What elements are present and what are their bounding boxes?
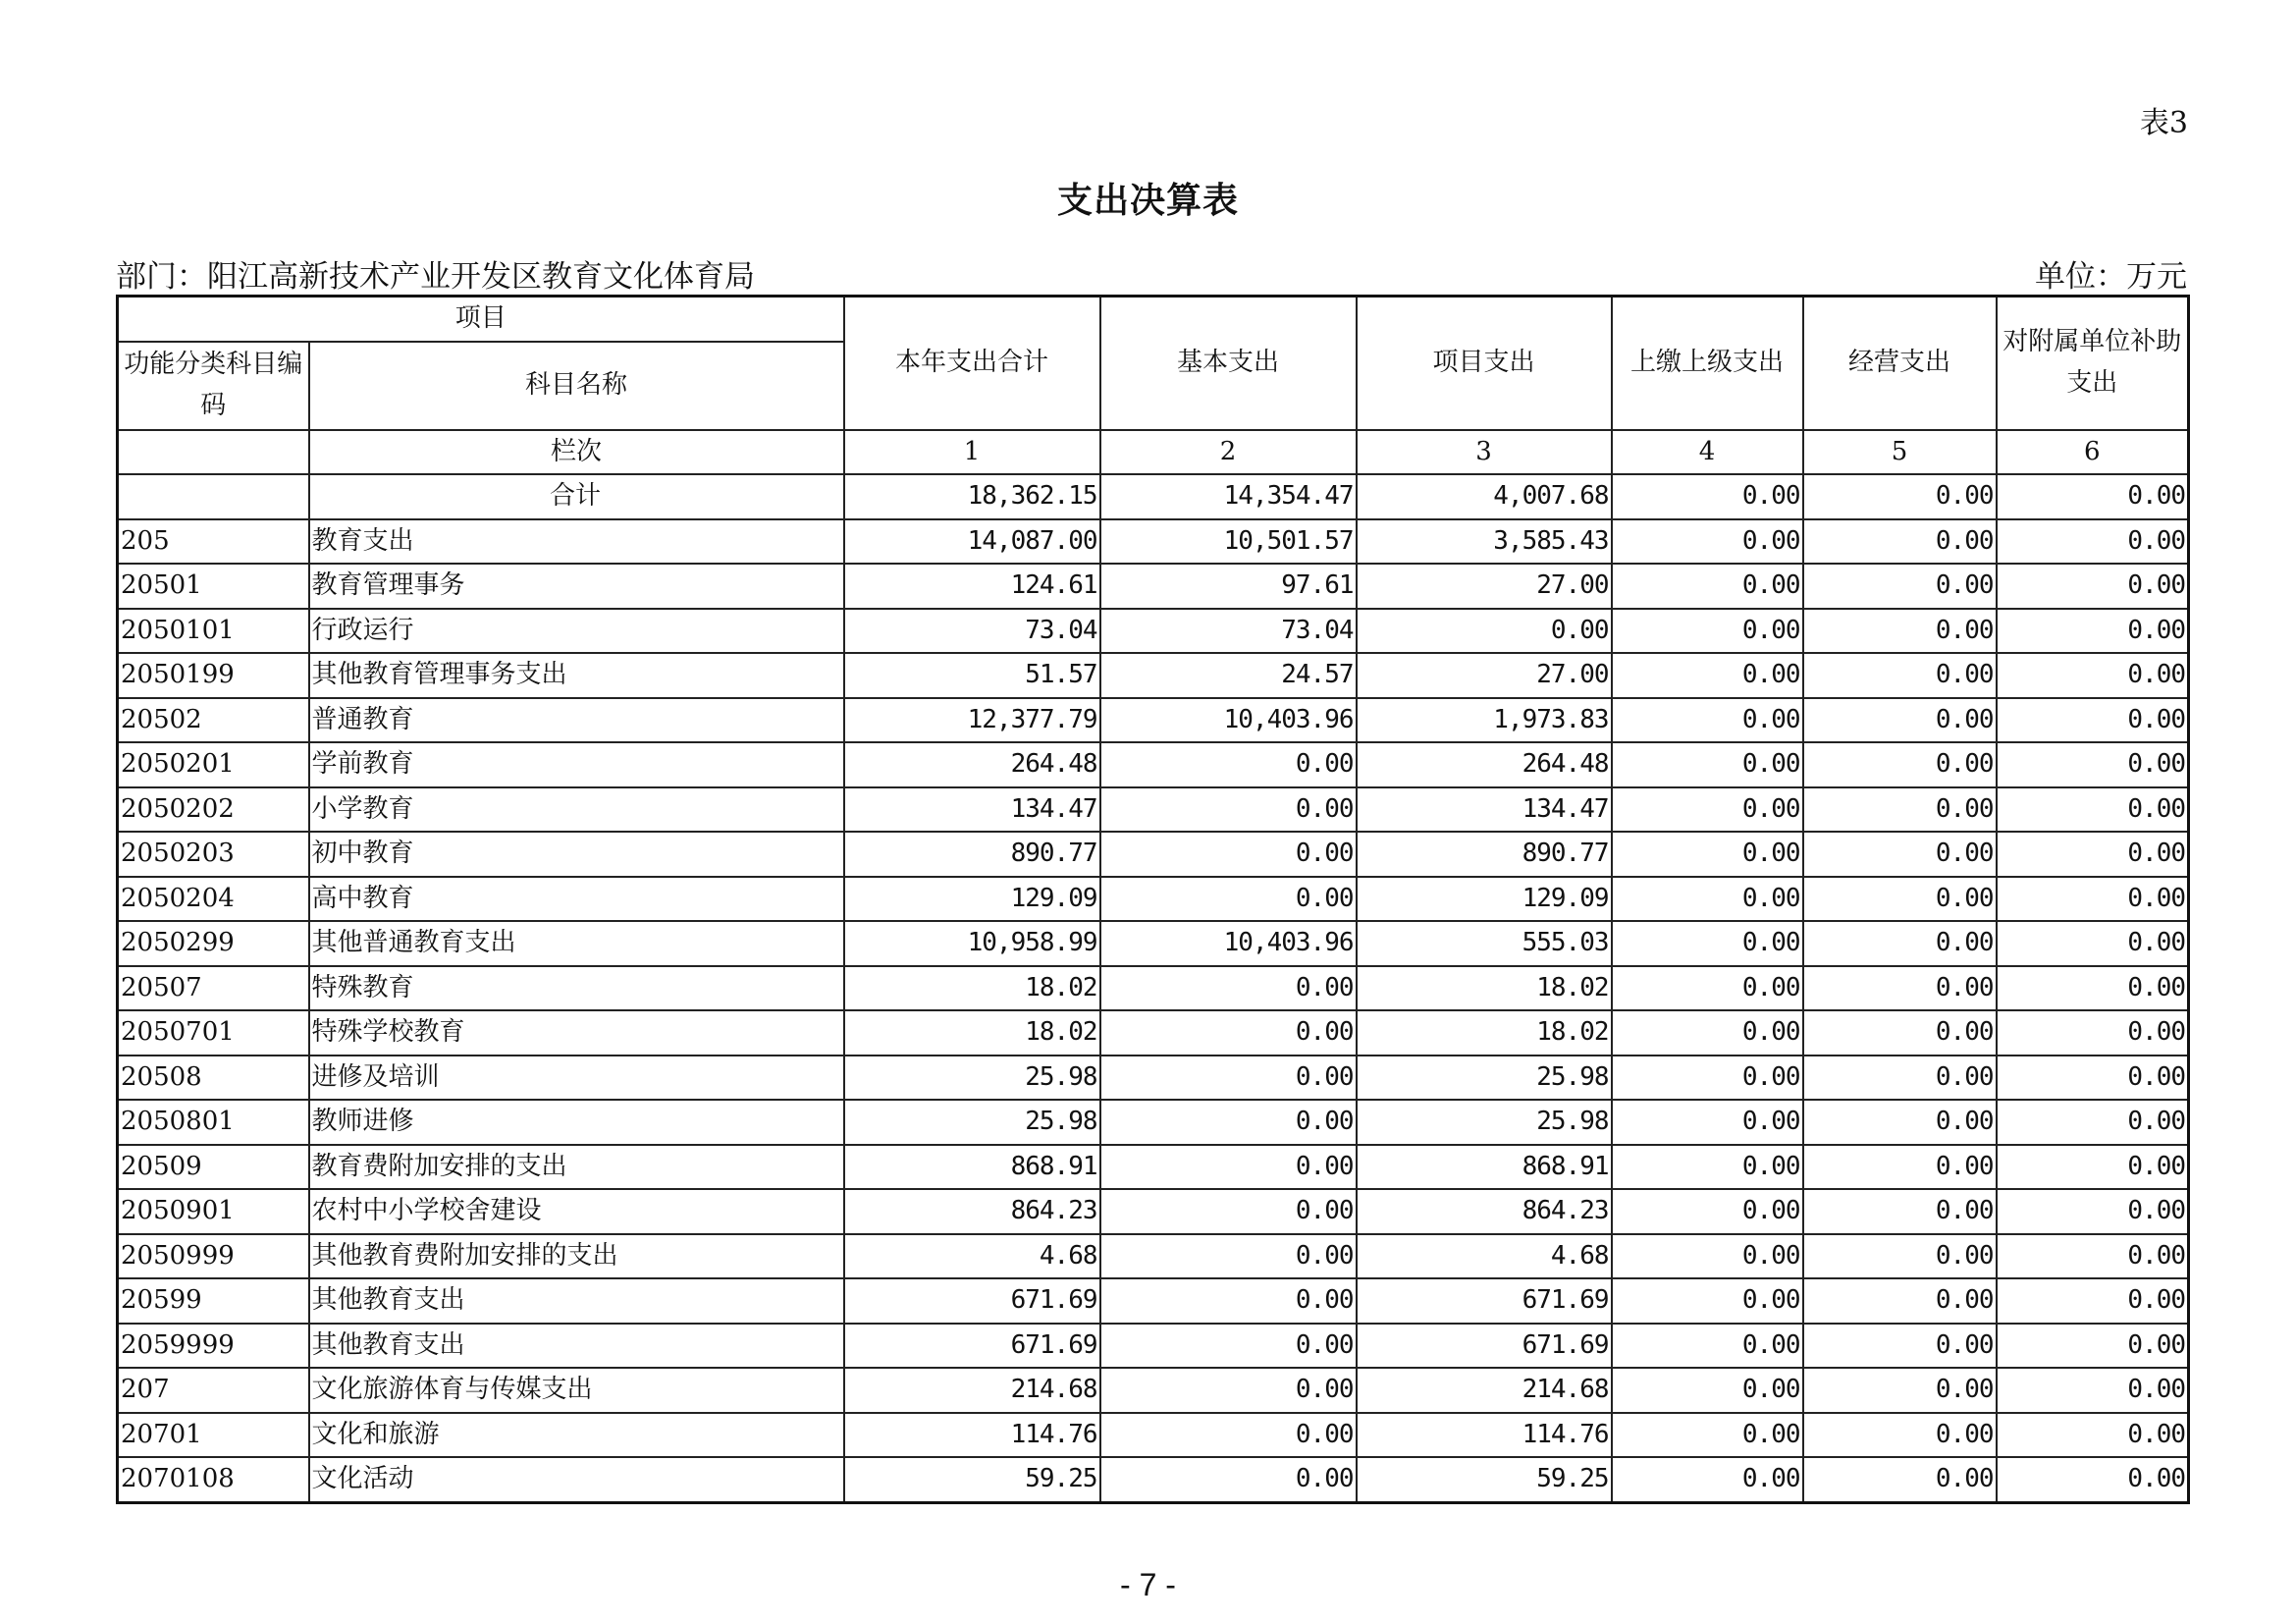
- header-col-basic: 基本支出: [1100, 297, 1357, 431]
- basic-amount: 0.00: [1100, 1324, 1357, 1369]
- subsidy-amount: 0.00: [1997, 519, 2189, 565]
- table-row: [118, 1010, 2189, 1056]
- subject-name: 特殊教育: [309, 966, 844, 1011]
- remit-upper-amount: 0.00: [1612, 609, 1803, 654]
- header-col-total: 本年支出合计: [844, 297, 1100, 431]
- subject-code: 2050801: [118, 1100, 309, 1145]
- operating-amount: 0.00: [1803, 832, 1997, 877]
- project-amount: 868.91: [1357, 1145, 1612, 1190]
- expenditure-table: [116, 295, 2190, 1504]
- subject-code: 2050201: [118, 742, 309, 787]
- table-row: [118, 877, 2189, 922]
- subject-code: 20701: [118, 1413, 309, 1458]
- project-amount: 864.23: [1357, 1189, 1612, 1234]
- page-title: 支出决算表: [1056, 180, 1239, 221]
- remit-upper-amount: 0.00: [1612, 1056, 1803, 1101]
- operating-amount: 0.00: [1803, 1145, 1997, 1190]
- page-number: - 7 -: [1120, 1567, 1176, 1602]
- subsidy-amount: 0.00: [1997, 653, 2189, 698]
- operating-amount: 0.00: [1803, 921, 1997, 966]
- remit-upper-amount: 0.00: [1612, 787, 1803, 833]
- subject-code: 20501: [118, 564, 309, 609]
- remit-upper-amount: 0.00: [1612, 921, 1803, 966]
- remit-upper-amount: 0.00: [1612, 519, 1803, 565]
- subject-code: 2050999: [118, 1234, 309, 1279]
- subsidy-amount: 0.00: [1997, 1234, 2189, 1279]
- basic-amount: 0.00: [1100, 1234, 1357, 1279]
- subject-code: 2059999: [118, 1324, 309, 1369]
- subject-name: 教育管理事务: [309, 564, 844, 609]
- remit-upper-amount: 0.00: [1612, 966, 1803, 1011]
- basic-amount: 10,403.96: [1100, 921, 1357, 966]
- remit-upper-amount: 0.00: [1612, 832, 1803, 877]
- total-row: [118, 474, 2189, 519]
- total-amount: 4.68: [844, 1234, 1100, 1279]
- project-amount: 27.00: [1357, 653, 1612, 698]
- subsidy-amount: 0.00: [1997, 1056, 2189, 1101]
- subject-code: 20508: [118, 1056, 309, 1101]
- project-amount: 671.69: [1357, 1324, 1612, 1369]
- operating-amount: 0.00: [1803, 609, 1997, 654]
- operating-amount: 0.00: [1803, 787, 1997, 833]
- basic-amount: 0.00: [1100, 787, 1357, 833]
- operating-amount: 0.00: [1803, 474, 1997, 519]
- remit-upper-amount: 0.00: [1612, 1145, 1803, 1190]
- subject-code: 2050202: [118, 787, 309, 833]
- table-row: [118, 1189, 2189, 1234]
- total-amount: 25.98: [844, 1056, 1100, 1101]
- subject-name: 小学教育: [309, 787, 844, 833]
- project-amount: 134.47: [1357, 787, 1612, 833]
- subject-name: 普通教育: [309, 698, 844, 743]
- remit-upper-amount: 0.00: [1612, 1100, 1803, 1145]
- operating-amount: 0.00: [1803, 519, 1997, 565]
- subject-name: 其他教育支出: [309, 1324, 844, 1369]
- operating-amount: 0.00: [1803, 1189, 1997, 1234]
- operating-amount: 0.00: [1803, 1234, 1997, 1279]
- table-row: [118, 653, 2189, 698]
- subject-code: 20507: [118, 966, 309, 1011]
- project-amount: 25.98: [1357, 1056, 1612, 1101]
- table-row: [118, 1278, 2189, 1324]
- unit-label: 单位：万元: [2035, 259, 2187, 295]
- table-row: [118, 1413, 2189, 1458]
- total-amount: 10,958.99: [844, 921, 1100, 966]
- project-amount: 4,007.68: [1357, 474, 1612, 519]
- remit-upper-amount: 0.00: [1612, 474, 1803, 519]
- remit-upper-amount: 0.00: [1612, 1457, 1803, 1502]
- subject-name: 农村中小学校舍建设: [309, 1189, 844, 1234]
- basic-amount: 0.00: [1100, 1145, 1357, 1190]
- subject-code: 2050901: [118, 1189, 309, 1234]
- header-col-project: 项目支出: [1357, 297, 1612, 431]
- subject-code: 2050203: [118, 832, 309, 877]
- index-value: 4: [1612, 430, 1803, 474]
- subsidy-amount: 0.00: [1997, 564, 2189, 609]
- index-value: 2: [1100, 430, 1357, 474]
- basic-amount: 0.00: [1100, 1278, 1357, 1324]
- total-amount: 18.02: [844, 966, 1100, 1011]
- header-name: 科目名称: [309, 342, 844, 430]
- subject-code: 20502: [118, 698, 309, 743]
- remit-upper-amount: 0.00: [1612, 1234, 1803, 1279]
- remit-upper-amount: 0.00: [1612, 653, 1803, 698]
- total-amount: 214.68: [844, 1368, 1100, 1413]
- subject-name: 进修及培训: [309, 1056, 844, 1101]
- subject-name: 高中教育: [309, 877, 844, 922]
- subject-name: 教师进修: [309, 1100, 844, 1145]
- total-amount: 124.61: [844, 564, 1100, 609]
- index-value: 5: [1803, 430, 1997, 474]
- index-value: 3: [1357, 430, 1612, 474]
- subsidy-amount: 0.00: [1997, 609, 2189, 654]
- basic-amount: 97.61: [1100, 564, 1357, 609]
- basic-amount: 0.00: [1100, 877, 1357, 922]
- operating-amount: 0.00: [1803, 966, 1997, 1011]
- project-amount: 264.48: [1357, 742, 1612, 787]
- remit-upper-amount: 0.00: [1612, 1368, 1803, 1413]
- remit-upper-amount: 0.00: [1612, 698, 1803, 743]
- table-row: [118, 1056, 2189, 1101]
- total-amount: 868.91: [844, 1145, 1100, 1190]
- total-amount: 25.98: [844, 1100, 1100, 1145]
- total-amount: 12,377.79: [844, 698, 1100, 743]
- remit-upper-amount: 0.00: [1612, 877, 1803, 922]
- operating-amount: 0.00: [1803, 698, 1997, 743]
- remit-upper-amount: 0.00: [1612, 1324, 1803, 1369]
- total-amount: 59.25: [844, 1457, 1100, 1502]
- total-amount: 129.09: [844, 877, 1100, 922]
- header-row-top: [118, 297, 2189, 343]
- subsidy-amount: 0.00: [1997, 966, 2189, 1011]
- basic-amount: 0.00: [1100, 832, 1357, 877]
- operating-amount: 0.00: [1803, 1100, 1997, 1145]
- subject-name: 教育费附加安排的支出: [309, 1145, 844, 1190]
- subsidy-amount: 0.00: [1997, 1278, 2189, 1324]
- table-row: [118, 1457, 2189, 1502]
- basic-amount: 73.04: [1100, 609, 1357, 654]
- project-amount: 25.98: [1357, 1100, 1612, 1145]
- remit-upper-amount: 0.00: [1612, 1278, 1803, 1324]
- subject-name: 文化活动: [309, 1457, 844, 1502]
- total-amount: 51.57: [844, 653, 1100, 698]
- header-col-subsidy: 对附属单位补助支出: [1997, 297, 2189, 431]
- basic-amount: 0.00: [1100, 1100, 1357, 1145]
- subject-code: 2070108: [118, 1457, 309, 1502]
- table-row: [118, 787, 2189, 833]
- basic-amount: 0.00: [1100, 1457, 1357, 1502]
- basic-amount: 14,354.47: [1100, 474, 1357, 519]
- subject-name: 行政运行: [309, 609, 844, 654]
- project-amount: 129.09: [1357, 877, 1612, 922]
- basic-amount: 10,403.96: [1100, 698, 1357, 743]
- table-row: [118, 698, 2189, 743]
- subsidy-amount: 0.00: [1997, 1010, 2189, 1056]
- table-row: [118, 1145, 2189, 1190]
- total-amount: 18,362.15: [844, 474, 1100, 519]
- project-amount: 671.69: [1357, 1278, 1612, 1324]
- project-amount: 0.00: [1357, 609, 1612, 654]
- total-amount: 114.76: [844, 1413, 1100, 1458]
- subsidy-amount: 0.00: [1997, 832, 2189, 877]
- table-row: [118, 1100, 2189, 1145]
- basic-amount: 0.00: [1100, 1010, 1357, 1056]
- operating-amount: 0.00: [1803, 1056, 1997, 1101]
- remit-upper-amount: 0.00: [1612, 1010, 1803, 1056]
- operating-amount: 0.00: [1803, 742, 1997, 787]
- remit-upper-amount: 0.00: [1612, 742, 1803, 787]
- operating-amount: 0.00: [1803, 1413, 1997, 1458]
- subsidy-amount: 0.00: [1997, 1368, 2189, 1413]
- table-row: [118, 1234, 2189, 1279]
- project-amount: 555.03: [1357, 921, 1612, 966]
- project-amount: 3,585.43: [1357, 519, 1612, 565]
- table-row: [118, 1368, 2189, 1413]
- subject-code: [118, 474, 309, 519]
- department-label: 部门：阳江高新技术产业开发区教育文化体育局: [116, 259, 755, 295]
- subject-code: 2050299: [118, 921, 309, 966]
- project-amount: 890.77: [1357, 832, 1612, 877]
- subject-name: 特殊学校教育: [309, 1010, 844, 1056]
- index-code-cell: [118, 430, 309, 474]
- subject-name: 合计: [309, 474, 844, 519]
- subject-name: 文化和旅游: [309, 1413, 844, 1458]
- index-row: [118, 430, 2189, 474]
- subject-code: 207: [118, 1368, 309, 1413]
- subsidy-amount: 0.00: [1997, 1413, 2189, 1458]
- project-amount: 18.02: [1357, 1010, 1612, 1056]
- subsidy-amount: 0.00: [1997, 1457, 2189, 1502]
- subsidy-amount: 0.00: [1997, 1100, 2189, 1145]
- project-amount: 18.02: [1357, 966, 1612, 1011]
- operating-amount: 0.00: [1803, 1324, 1997, 1369]
- operating-amount: 0.00: [1803, 653, 1997, 698]
- subject-name: 教育支出: [309, 519, 844, 565]
- table-row: [118, 564, 2189, 609]
- subject-name: 学前教育: [309, 742, 844, 787]
- table-number: 表3: [2139, 106, 2188, 140]
- total-amount: 864.23: [844, 1189, 1100, 1234]
- project-amount: 4.68: [1357, 1234, 1612, 1279]
- basic-amount: 0.00: [1100, 1368, 1357, 1413]
- total-amount: 890.77: [844, 832, 1100, 877]
- basic-amount: 0.00: [1100, 1189, 1357, 1234]
- basic-amount: 0.00: [1100, 742, 1357, 787]
- basic-amount: 0.00: [1100, 966, 1357, 1011]
- table-row: [118, 966, 2189, 1011]
- subject-code: 2050199: [118, 653, 309, 698]
- subject-code: 20509: [118, 1145, 309, 1190]
- basic-amount: 0.00: [1100, 1056, 1357, 1101]
- header-col-operating: 经营支出: [1803, 297, 1997, 431]
- header-project: 项目: [118, 297, 844, 343]
- operating-amount: 0.00: [1803, 1010, 1997, 1056]
- subsidy-amount: 0.00: [1997, 877, 2189, 922]
- table-row: [118, 1324, 2189, 1369]
- operating-amount: 0.00: [1803, 1278, 1997, 1324]
- table-row: [118, 921, 2189, 966]
- subject-code: 2050204: [118, 877, 309, 922]
- subject-name: 其他普通教育支出: [309, 921, 844, 966]
- operating-amount: 0.00: [1803, 1368, 1997, 1413]
- total-amount: 671.69: [844, 1324, 1100, 1369]
- remit-upper-amount: 0.00: [1612, 564, 1803, 609]
- total-amount: 134.47: [844, 787, 1100, 833]
- subject-code: 2050101: [118, 609, 309, 654]
- total-amount: 671.69: [844, 1278, 1100, 1324]
- remit-upper-amount: 0.00: [1612, 1413, 1803, 1458]
- subsidy-amount: 0.00: [1997, 787, 2189, 833]
- subject-name: 其他教育支出: [309, 1278, 844, 1324]
- subsidy-amount: 0.00: [1997, 474, 2189, 519]
- project-amount: 1,973.83: [1357, 698, 1612, 743]
- basic-amount: 24.57: [1100, 653, 1357, 698]
- subsidy-amount: 0.00: [1997, 1145, 2189, 1190]
- subject-name: 其他教育管理事务支出: [309, 653, 844, 698]
- table-row: [118, 742, 2189, 787]
- subject-name: 文化旅游体育与传媒支出: [309, 1368, 844, 1413]
- table-row: [118, 519, 2189, 565]
- subject-code: 205: [118, 519, 309, 565]
- project-amount: 27.00: [1357, 564, 1612, 609]
- total-amount: 73.04: [844, 609, 1100, 654]
- subsidy-amount: 0.00: [1997, 742, 2189, 787]
- project-amount: 114.76: [1357, 1413, 1612, 1458]
- subject-name: 初中教育: [309, 832, 844, 877]
- operating-amount: 0.00: [1803, 564, 1997, 609]
- remit-upper-amount: 0.00: [1612, 1189, 1803, 1234]
- operating-amount: 0.00: [1803, 877, 1997, 922]
- subject-code: 20599: [118, 1278, 309, 1324]
- project-amount: 59.25: [1357, 1457, 1612, 1502]
- header-col-remit-upper: 上缴上级支出: [1612, 297, 1803, 431]
- table-row: [118, 609, 2189, 654]
- subsidy-amount: 0.00: [1997, 921, 2189, 966]
- subsidy-amount: 0.00: [1997, 698, 2189, 743]
- subject-code: 2050701: [118, 1010, 309, 1056]
- subsidy-amount: 0.00: [1997, 1324, 2189, 1369]
- total-amount: 14,087.00: [844, 519, 1100, 565]
- table-row: [118, 832, 2189, 877]
- total-amount: 264.48: [844, 742, 1100, 787]
- index-value: 6: [1997, 430, 2189, 474]
- basic-amount: 0.00: [1100, 1413, 1357, 1458]
- subject-name: 其他教育费附加安排的支出: [309, 1234, 844, 1279]
- project-amount: 214.68: [1357, 1368, 1612, 1413]
- index-value: 1: [844, 430, 1100, 474]
- header-code: 功能分类科目编码: [118, 342, 309, 430]
- index-label: 栏次: [309, 430, 844, 474]
- basic-amount: 10,501.57: [1100, 519, 1357, 565]
- total-amount: 18.02: [844, 1010, 1100, 1056]
- operating-amount: 0.00: [1803, 1457, 1997, 1502]
- subsidy-amount: 0.00: [1997, 1189, 2189, 1234]
